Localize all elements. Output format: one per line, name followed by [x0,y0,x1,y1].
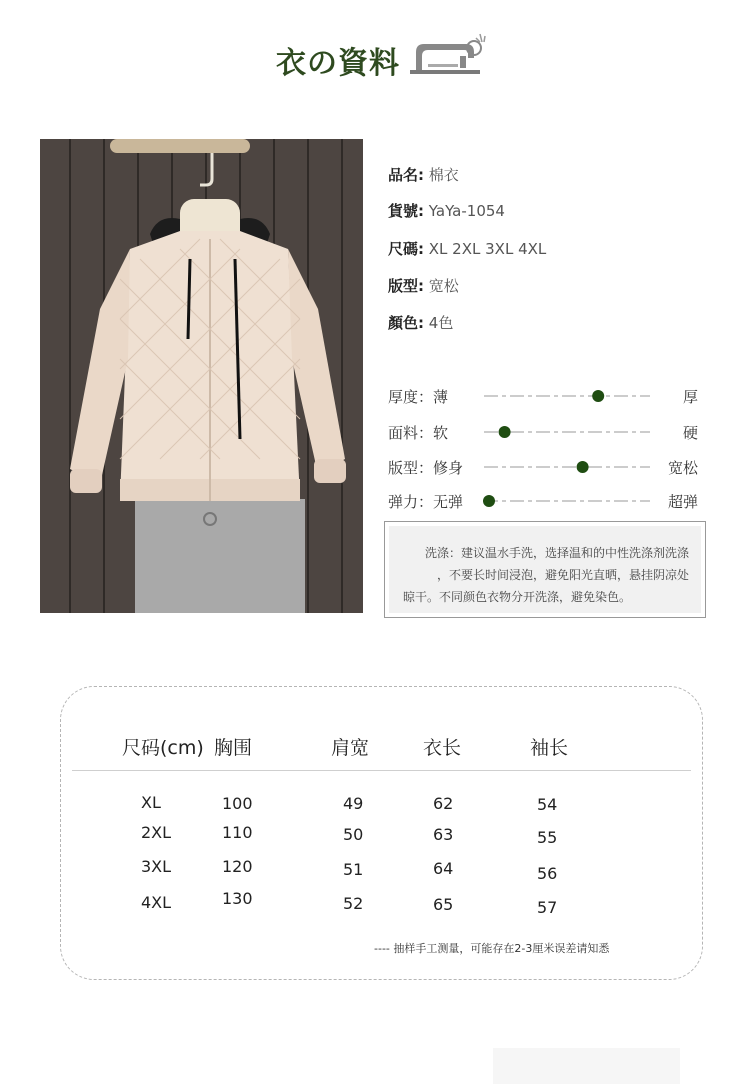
spec-row-color [388,312,453,333]
attribute-fit [388,457,698,479]
header [0,28,750,88]
attribute-fabric [388,422,698,444]
size-header-length: 衣长 [423,737,462,759]
table-divider [72,770,691,771]
spec-key: 貨號: [388,202,424,220]
table-cell: 63 [433,825,454,844]
spec-row-sizes [388,238,546,259]
spec-value: YaYa-1054 [428,202,505,220]
jacket-illustration [40,139,363,613]
size-header-shoulder: 肩宽 [331,737,370,759]
size-header-sleeve: 袖长 [530,737,569,759]
level-dot [483,495,495,507]
table-cell: XL [141,793,161,812]
size-header-chest: 胸围 [214,737,253,759]
table-cell: 51 [343,860,364,879]
table-cell: 2XL [141,823,172,842]
level-dot [499,426,511,438]
care-line: 晾干。不同颜色衣物分开洗涤，避免染色。 [403,590,632,604]
measurement-note: ---- 抽样手工测量，可能存在2-3厘米误差请知悉 [374,942,610,955]
level-dot [592,390,604,402]
attribute-label: 面料：软 [388,424,449,442]
table-cell: 130 [222,889,253,908]
table-cell: 62 [433,794,454,813]
spec-value: XL 2XL 3XL 4XL [428,240,547,258]
table-cell: 52 [343,894,364,913]
care-line: ，不要长时间浸泡，避免阳光直晒，悬挂阴凉处 [436,568,689,582]
table-cell: 65 [433,895,454,914]
table-cell: 120 [222,857,253,876]
level-dot [577,461,589,473]
spec-value: 棉衣 [428,166,459,184]
spec-key: 尺碼: [388,240,424,258]
spec-key: 品名: [388,166,424,184]
care-instructions-box [384,521,706,618]
table-cell: 64 [433,859,454,878]
attribute-label: 版型：修身 [388,459,464,477]
table-cell: 56 [537,864,558,883]
product-photo [40,139,363,613]
attribute-label: 弹力：无弹 [388,493,464,511]
table-cell: 57 [537,898,558,917]
care-text [403,542,689,608]
attribute-max-label: 宽松 [667,459,698,477]
spec-value: 宽松 [428,277,459,295]
attribute-elasticity [388,491,698,513]
care-panel [389,526,701,613]
table-cell: 55 [537,828,558,847]
page-title: 衣の資料 [276,46,400,81]
table-cell: 4XL [141,893,172,912]
spec-row-name [388,164,459,185]
spec-key: 顏色: [388,314,424,332]
table-cell: 3XL [141,857,172,876]
spec-value: 4色 [428,314,454,332]
table-cell: 100 [222,794,253,813]
spec-key: 版型: [388,277,424,295]
footer-blur [493,1048,680,1084]
spec-row-fit [388,275,459,296]
table-cell: 49 [343,794,364,813]
table-cell: 50 [343,825,364,844]
spec-row-sku [388,200,505,221]
attribute-label: 厚度：薄 [388,388,449,406]
table-cell: 110 [222,823,253,842]
table-cell: 54 [537,795,558,814]
attribute-max-label: 超弹 [667,493,698,511]
sewing-machine-icon [402,30,492,76]
attribute-max-label: 硬 [682,424,698,442]
attribute-max-label: 厚 [682,388,698,406]
size-header-size: 尺码(cm) [122,737,204,759]
care-line: 洗涤：建议温水手洗，选择温和的中性洗涤剂洗涤 [424,546,689,560]
attribute-thickness [388,386,698,408]
